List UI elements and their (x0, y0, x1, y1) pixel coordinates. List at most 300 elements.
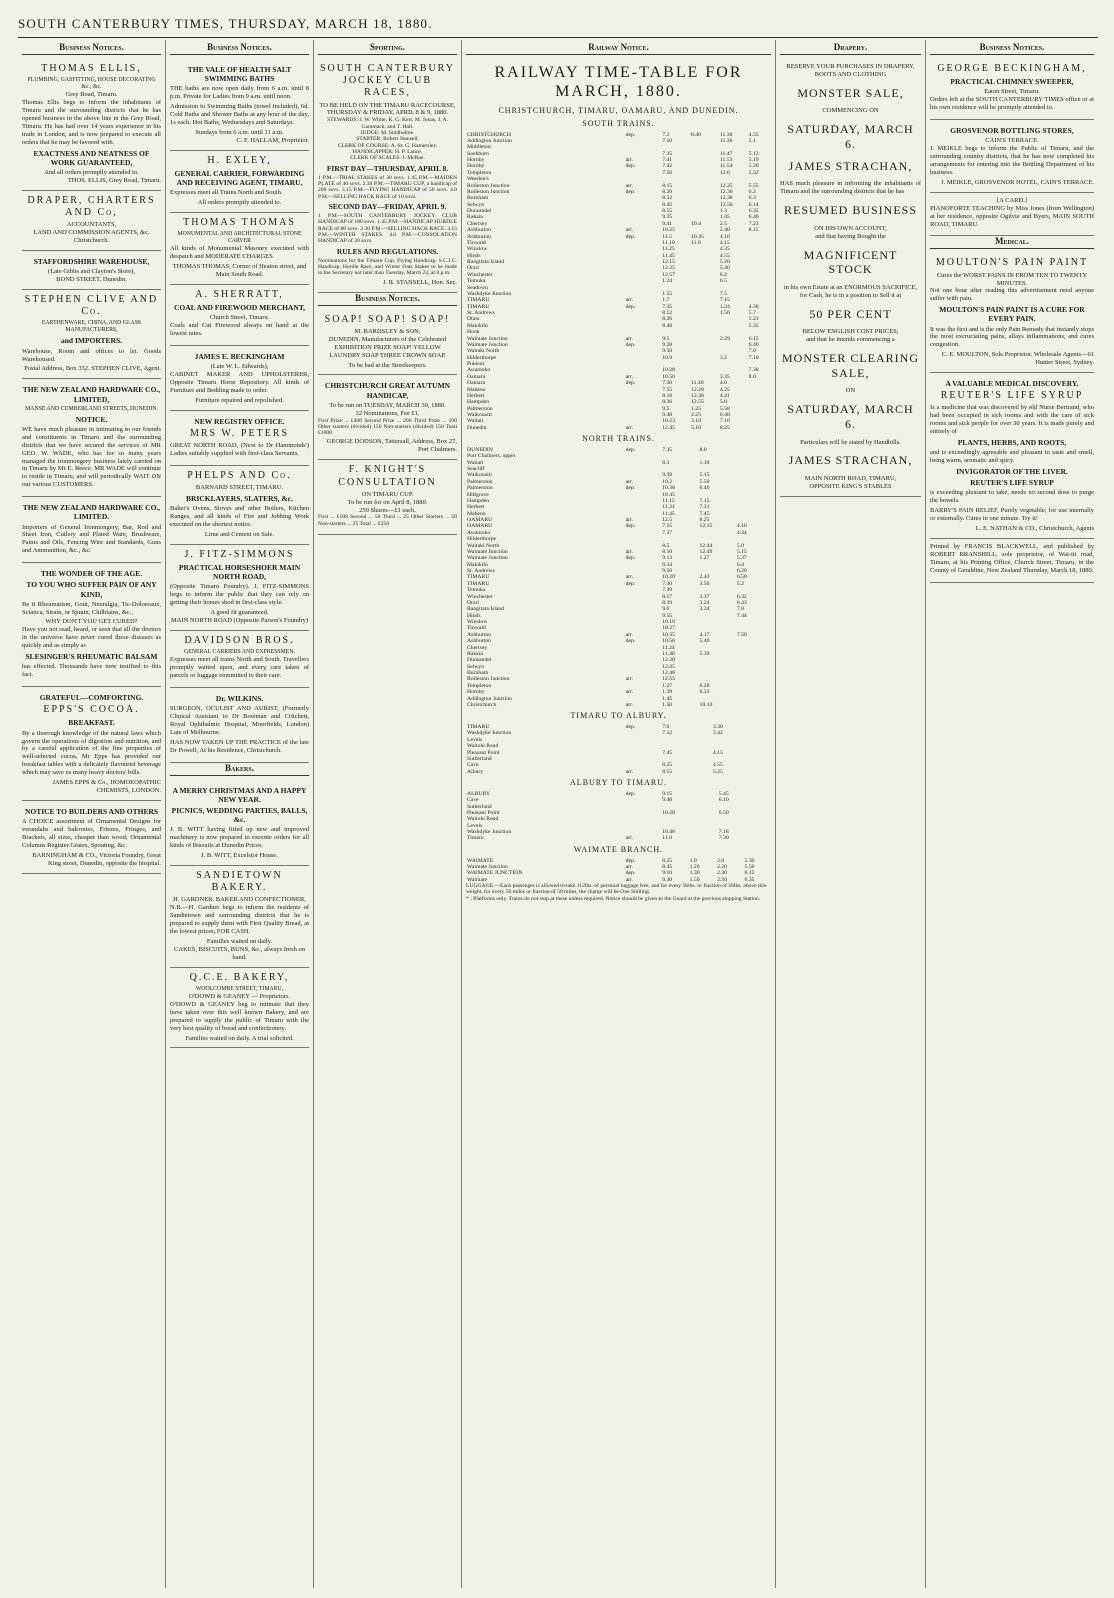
ad-title: PHELPS AND Co. (187, 470, 292, 482)
timetable-cell: 6.50 (736, 574, 747, 581)
timetable-cell: 11.54 (719, 163, 733, 170)
ad-line: LAND AND COMMISSION AGENTS, &c. (33, 229, 150, 237)
timetable-cell: Cave (467, 797, 479, 804)
timetable-cell: 9.50 (662, 568, 673, 574)
ad-judge: JUDGE: M. Studholme. (360, 130, 415, 136)
masthead-title: SOUTH CANTERBURY TIMES, THURSDAY, MARCH 18, 1880. (18, 15, 433, 31)
timetable-cell: 7.30 (662, 380, 673, 387)
timetable-cell: 7.45 (699, 510, 710, 517)
drapery-top: RESERVE YOUR PURCHASES IN DRAPERY, BOOTS AND CLOTHING (786, 62, 915, 78)
ad-title: Dr. WILKINS. (215, 694, 264, 704)
ad-notice: NOTICE. (75, 414, 108, 424)
drapery-road: MAIN NORTH ROAD, TIMARU, (804, 475, 897, 483)
ad-body: PICNICS, WEDDING PARTIES, BALLS, &c. (171, 805, 308, 825)
timetable-cell: 7.42 (662, 163, 673, 170)
ad-line: and IMPORTERS. (61, 336, 122, 346)
ad-body-2: Baker's Ovens, Stoves and other Boilers, Kitchen Ranges, and all kinds of Fire and Jobbing Work executed on the shortest notice. (170, 505, 309, 529)
ad-body: All kinds of Monumental Masonry executed with despatch and MODERATE CHARGES. (170, 245, 309, 261)
timetable-cell: Albury (467, 768, 484, 775)
ad-body-4: INVIGORATOR OF THE LIVER. (956, 467, 1068, 477)
timetable-cell: arr. (625, 701, 634, 708)
ad-body-3: MOULTON'S PAIN PAINT IS A CURE FOR EVERY PAIN. (939, 305, 1085, 324)
albury-table (466, 724, 771, 775)
timetable-cell: dep. (625, 857, 636, 864)
timetable-cell: Otaio (467, 316, 480, 323)
ad-body-2: HAS NOW TAKEN UP THE PRACTICE of the late Dr Powell, At his Residence, Christchurch. (170, 738, 309, 754)
timetable-cell: 1.3 (719, 208, 727, 214)
timetable-cell: Waikouaiti (467, 412, 492, 418)
ad-subtitle: CAIN'S TERRACE. (985, 137, 1039, 145)
timetable-cell: ALBURY (467, 790, 491, 797)
timetable-cell: Hook (467, 329, 480, 336)
timetable-cell: dep. (625, 580, 636, 587)
timetable-cell: 7.35 (662, 303, 673, 310)
column-1 (18, 40, 166, 1588)
timetable-cell: 10.10 (699, 701, 713, 708)
timetable-cell: 7.5 (719, 290, 727, 297)
timetable-cell: Templeton (467, 682, 492, 689)
timetable-cell: Oamaru (467, 380, 486, 387)
ad-beckingham (170, 346, 309, 411)
ad-title: STEPHEN CLIVE AND Co. (24, 293, 159, 318)
timetable-cell: Rolleston Junction (467, 676, 510, 683)
timetable-cell: Weedon's (467, 176, 489, 183)
timetable-cell: 12.45 (662, 424, 675, 431)
timetable-cell: 2.29 (719, 335, 730, 342)
timetable-cell: Seadown (467, 284, 488, 291)
ad-note: EXACTNESS AND NEATNESS OF WORK GUARANTEED, (33, 148, 150, 167)
timetable-cell: 1.50 (689, 876, 700, 883)
timetable-cell: Herbert (467, 392, 485, 399)
timetable-cell: 7.0 (662, 724, 670, 730)
ad-title: NOTICE TO BUILDERS AND OTHERS (24, 807, 159, 816)
timetable-cell: 6.35 (744, 876, 755, 883)
timetable-cell: 7.50 (736, 631, 747, 638)
timetable-cell: 9.34 (662, 561, 673, 568)
timetable-cell: Waitaki North (467, 348, 500, 355)
timetable-cell (763, 835, 771, 841)
timetable-cell: 8.15 (662, 182, 673, 189)
timetable-cell: 10.30 (662, 485, 675, 492)
timetable-cell: TIMARU (467, 297, 490, 304)
ad-subtitle: M. BARDSLEY & SON, (354, 327, 421, 335)
timetable-cell: Hinds (467, 612, 481, 619)
timetable-cell: arr. (625, 517, 634, 523)
timetable-cell: 10.27 (662, 625, 675, 632)
drapery-monster: MONSTER SALE, (797, 85, 904, 100)
timetable-cell: 6.50 (718, 809, 729, 816)
ad-address: Grey Road, Timaru. (65, 91, 118, 99)
ad-body-3: has effected. Thousands have now testified to this fact. (22, 663, 161, 679)
timetable-cell: arr. (625, 548, 634, 555)
ad-subtitle: ACCOUNTANTS, (66, 221, 117, 229)
column-6 (926, 40, 1098, 1588)
timetable-cell: 8.15 (748, 227, 759, 234)
timetable-cell: dep. (625, 303, 636, 310)
ad-jockey (318, 59, 457, 293)
ad-body: H. GARDNER. BAKER AND CONFECTIONER, (173, 896, 306, 904)
north-trains-title: NORTH TRAINS. (582, 434, 655, 444)
timetable-cell: dep. (625, 188, 636, 195)
timetable-cell: 8.0 (699, 446, 707, 453)
timetable-cell: Cave (467, 762, 479, 769)
timetable-cell: 7.31 (699, 504, 710, 511)
ad-title: A VALUABLE MEDICAL DISCOVERY. (945, 379, 1079, 389)
ad-sanditown (170, 866, 309, 968)
timetable-cell: 6.3 (748, 195, 756, 202)
timetable-cell: Pleasant Point (467, 749, 500, 756)
timetable-cell: 7.45 (662, 749, 673, 756)
timetable-cell: Maheno (467, 386, 486, 393)
timetable-cell: Sutherland (467, 755, 492, 762)
timetable-cell: 4.34 (736, 529, 747, 536)
timetable-cell: 1.45 (719, 214, 730, 221)
timetable-cell: 4.55 (712, 762, 723, 769)
ad-body: 32 Nominations, Fee £1. (355, 409, 420, 417)
ad-stewards: STEWARDS: J. W. White, K. G. Kerr, M. Jonas, J. A. Gammack, and T. Hall. (327, 117, 448, 130)
ad-signature: J. MEIKLE, GROSVENOR HOTEL, CAIN'S TERRACE. (941, 178, 1094, 186)
timetable-cell: 12.55 (662, 676, 675, 683)
ad-cocoa (22, 687, 161, 801)
ad-soap (318, 310, 457, 376)
ad-subtitle: WOOLCOMBE STREET, TIMARU, (195, 985, 284, 992)
ad-wilkins (170, 688, 309, 763)
timetable-cell: Selwyn (467, 663, 485, 670)
ad-body-3: Families waited on daily. A trial solicited. (185, 1034, 294, 1042)
timetable-cell: 6.40 (748, 341, 759, 348)
timetable-cell: 8.0 (748, 373, 756, 380)
timetable-cell: dep. (625, 638, 636, 645)
timetable-cell: 4.41 (719, 392, 730, 399)
timetable-cell: 5.25 (712, 768, 723, 775)
timetable-cell: TIMARU (467, 303, 490, 310)
ad-title: CHRISTCHURCH GREAT AUTUMN HANDICAP, (324, 381, 451, 400)
timetable-cell: Awamoko (467, 529, 491, 536)
timetable-cell: dep. (625, 523, 636, 530)
drapery-name: JAMES STRACHAN, (788, 158, 913, 173)
drapery-commencing: COMMENCING ON (822, 107, 879, 115)
timetable-cell: 1.55 (662, 290, 673, 297)
timetable-cell: dep. (625, 724, 636, 730)
ad-body-2: 250 Shares—£1 each. (359, 506, 416, 514)
timetable-cell: Tinwald (467, 625, 486, 632)
timetable-cell: 5.35 (748, 322, 759, 329)
timetable-cell: 7.10 (748, 354, 759, 361)
timetable-cell: 12.49 (699, 548, 713, 555)
timetable-cell: 1.45 (662, 695, 673, 702)
timetable-cell: Waimate Junction (467, 335, 508, 342)
timetable-cell: Burnham (467, 670, 489, 676)
south-trains-table (466, 132, 771, 432)
ad-scales: CLERK OF SCALES: J. McRae. (350, 155, 425, 162)
ad-body: By a thorough knowledge of the natural laws which govern the operations of digestion and nutrition, and by a careful application of the fine properties of well-selected cocoa, Mr Epps has provided our breakfast tables with a delicately flavoured beverage which may save us many heavy doctors' bills. (22, 729, 161, 777)
timetable-cell: Timaru (467, 835, 484, 842)
drapery-stock: MAGNIFICENT STOCK (803, 247, 898, 277)
timetable-cell: 9.48 (662, 412, 673, 418)
ad-title: SANDIETOWN BAKERY. (196, 869, 283, 894)
ad-signature: THOS. ELLIS, Grey Road, Timaru. (67, 176, 161, 184)
timetable-cell: 7.23 (748, 220, 759, 227)
ad-body: BRICKLAYERS, SLATERS, &c. (186, 494, 293, 504)
ad-title: A MERRY CHRISTMAS AND A HAPPY NEW YEAR. (172, 785, 307, 804)
timetable-cell: 10.10 (662, 619, 675, 625)
timetable-cell: 4.17 (699, 631, 710, 638)
timetable-cell: 3.2 (719, 354, 727, 361)
timetable-cell (763, 769, 772, 775)
timetable-cell: 3.24 (699, 599, 710, 606)
drapery-bills: Particulars will be stated by Handbills. (800, 438, 901, 446)
ad-question: WHY DON'T YOU GET CURED? (45, 618, 138, 626)
timetable-cell: Waikouaiti (467, 472, 492, 479)
timetable-cell: 5.45 (718, 790, 729, 797)
timetable-cell: 2.50 (717, 876, 728, 883)
timetable-cell: 10.2 (662, 478, 673, 485)
section-head: Business Notices. (318, 293, 457, 306)
timetable-cell: Hillgrove (467, 491, 489, 498)
timetable-cell: 5.55 (748, 182, 759, 189)
ad-rules: RULES AND REGULATIONS. (336, 246, 439, 256)
timetable-cell: Chertsey (467, 220, 488, 227)
timetable-cell: dep. (625, 555, 636, 562)
timetable-cell: Pleasant Point (467, 809, 500, 816)
timetable-cell: 7.30 (718, 835, 729, 842)
ad-signature: C. E. MOULTON, Sole Proprietor. Wholesale Agents—61 Hunter Street, Sydney. (941, 351, 1094, 367)
timetable-cell: 9.0 (662, 606, 670, 613)
timetable-cell: 4.15 (712, 749, 723, 756)
ad-body-3: Sundays from 6 a.m. until 11 a.m. (195, 128, 284, 136)
ad-signature: J. R. STANSELL, Hon. Sec. (382, 278, 457, 286)
timetable-cell: 5.0 (736, 542, 744, 549)
ad-title: JAMES E. BECKINGHAM (194, 352, 285, 362)
timetable-row (466, 769, 771, 775)
timetable-cell: 8.55 (662, 208, 673, 214)
ad-product: SLESINGER'S RHEUMATIC BALSAM (25, 652, 158, 662)
timetable-cell: Palmerston (467, 478, 493, 485)
ad-body-5: REUTER'S LIFE SYRUP (970, 478, 1054, 488)
albury-title: TIMARU TO ALBURY. (570, 711, 667, 721)
printer-note (930, 539, 1094, 583)
timetable-cell: 9.28 (662, 341, 673, 348)
timetable-cell: Addington Junction (467, 695, 513, 702)
timetable-cell: 12.15 (662, 259, 675, 265)
south-trains-title: SOUTH TRAINS. (582, 118, 655, 128)
ad-drapery (780, 59, 921, 497)
timetable-cell: 9.15 (662, 790, 673, 797)
ad-body: J. MEIKLE begs to inform the Public of Timaru, and the surrounding country districts, that he has now completed his arrangements for entering into the Bottling Department of his business. (930, 145, 1094, 176)
timetable-cell: 9.55 (662, 612, 673, 619)
timetable-cell: 12.48 (662, 670, 675, 676)
timetable-cell: 6.40 (699, 485, 710, 492)
ad-body-3: and is exceedingly agreeable and pleasant to taste and smell, being warm, aromatic and spicy. (930, 449, 1094, 465)
drapery-body-2: and that having Bought the (815, 232, 886, 240)
timetable-cell: 8.25 (699, 517, 710, 523)
timetable-cell: Templeton (467, 169, 492, 176)
ad-body-2: Furniture repaired and repolished. (195, 396, 284, 404)
ad-body: CABINET MAKER AND UPHOLSTERER, Opposite Timaru Horse Repository. All kinds of Furniture and Bedding made to order. (170, 371, 309, 395)
timetable-cell: 11.0 (662, 835, 672, 842)
ad-qce (170, 968, 309, 1049)
timetable-cell: 9.30 (662, 876, 673, 883)
timetable-cell: 4.35 (719, 246, 730, 253)
timetable-cell: 5.20 (719, 259, 730, 265)
timetable-cell: arr. (625, 835, 634, 842)
timetable-cell: 1.27 (699, 555, 710, 562)
ad-starter: STARTER: Robert Stansell. (356, 136, 419, 143)
timetable-cell: Port Chalmers, upper (467, 453, 516, 460)
timetable-cell: 10.28 (662, 367, 675, 374)
timetable-cell: Waimate (467, 876, 488, 883)
ad-subtitle: TO YOU WHO SUFFER PAIN OF ANY KIND, (26, 580, 157, 599)
timetable-cell: 11.45 (662, 510, 675, 517)
ad-body-2: PLANTS, HERBS, AND ROOTS, (957, 438, 1067, 448)
ad-body-2: N.B.—H. Gardner begs to inform the residents of Sandietown and surrounding districts that he is prepared to supply them with First Quality Bread, at the lowest prices, FOR CASH. (170, 904, 309, 936)
timetable-cell: 6.32 (736, 593, 747, 600)
timetable-cell: 12.30 (691, 392, 704, 399)
timetable-cell: 4.0 (719, 380, 727, 387)
timetable-cell: 5.10 (691, 424, 701, 431)
timetable-cell: 12.55 (691, 399, 704, 406)
ad-head: GRATEFUL—COMFORTING. (39, 693, 144, 703)
timetable-cell: WAIMATE (467, 857, 494, 864)
timetable-cell: 6.4 (736, 561, 744, 568)
ad-peters (170, 411, 309, 466)
ad-title: MOULTON'S PAIN PAINT (935, 257, 1089, 269)
timetable-cell: Burnham (467, 195, 489, 202)
timetable-cell: Oamaru (467, 373, 486, 380)
timetable-cell: dep. (625, 485, 636, 492)
timetable-cell: 1.0 (689, 857, 697, 864)
timetable-cell: 11.25 (662, 246, 675, 253)
timetable-cell: 11.53 (719, 157, 733, 163)
timetable-cell: Tinwald (467, 239, 486, 246)
ad-subtitle: To be run on TUESDAY, MARCH 30, 1880. (329, 401, 446, 409)
timetable-cell: Hampden (467, 399, 490, 406)
ad-body: SURGEON, OCULIST AND AURIST, (Formerly Clinical Assistant to Dr Bowman and Critchett, Royal Ophthalmic Hospital, Moorfields, London) Late of Melbourne. (170, 705, 309, 736)
ad-body-3: Lime and Cement on Sale. (204, 531, 275, 539)
timetable-cell: Washdyke Junction (467, 730, 512, 737)
timetable-cell: Temuka (467, 587, 486, 594)
timetable-cell: arr. (625, 876, 634, 883)
ad-body-2: Have you not read, heard, or seen that all the doctors in the universe have never cured these diseases as quickly and as simply as (22, 626, 161, 650)
timetable-cell: 3.42 (712, 730, 723, 737)
timetable-cell: 11.40 (691, 380, 704, 387)
timetable-cell (766, 702, 771, 708)
ad-phelps (170, 466, 309, 545)
ad-body-4: It was the first and is the only Pain Remedy that instantly stops the most excruciating pains, allays inflammations, and cures congestion. (930, 325, 1094, 349)
timetable-cell: 6.46 (748, 214, 759, 221)
timetable-cell: Waitohi Road (467, 816, 499, 823)
timetable-cell: 4.55 (719, 252, 730, 259)
timetable-cell: Rangitata Island (467, 606, 505, 613)
ad-draper (22, 191, 161, 251)
timetable-cell: TIMARU (467, 580, 490, 587)
ad-builders (22, 801, 161, 874)
timetable-cell: arr. (625, 297, 634, 304)
timetable-cell: 12.20 (691, 386, 704, 393)
timetable-cell: 6.2 (748, 188, 756, 195)
timetable-cell: 12.35 (662, 663, 675, 670)
timetable-cell: 10.23 (662, 418, 675, 425)
timetable-cell: 4.10 (736, 523, 747, 530)
timetable-cell: 2.43 (699, 574, 710, 581)
timetable-cell: 10.45 (662, 491, 675, 498)
timetable-cell: 3.37 (699, 593, 710, 600)
ad-reuter (930, 373, 1094, 539)
timetable-cell: Chertsey (467, 644, 488, 651)
timetable-cell: 4.30 (748, 303, 759, 310)
drapery-below: BELOW ENGLISH COST PRICES, (802, 328, 899, 336)
timetable-cell: dep. (625, 446, 636, 453)
ad-subtitle: (Late W. L. Edwards), (210, 363, 269, 371)
luggage-note: LUGGAGE.—Each passenger is allowed to take 112lbs. of personal luggage free, and for every 56lbs. or fraction of 56lbs. above this weight, for every 50 miles or fraction of 50 miles, the charge will be One Shilling. (466, 883, 767, 896)
ad-body: Warehouse, Room and offices to let. Goods Warehoused. (22, 347, 161, 363)
ad-grosvenor (930, 120, 1094, 193)
drapery-resumed: RESUMED BUSINESS (783, 203, 918, 218)
timetable-cell: 12.6 (719, 169, 730, 176)
timetable-cell: 1.27 (662, 682, 673, 689)
section-head: Railway Notice. (466, 42, 771, 55)
ad-title: SOAP! SOAP! SOAP! (324, 313, 451, 325)
timetable-cell: 4.15 (719, 239, 730, 246)
ad-signature: J. B. WITT, Excelsior House. (201, 852, 278, 860)
timetable-cell: 11.24 (662, 644, 675, 651)
timetable-cell: 7.10 (719, 418, 730, 425)
north-trains-table (466, 447, 771, 708)
timetable-cell: Hampden (467, 497, 490, 504)
timetable-cell: 1.24 (719, 303, 730, 310)
timetable-cell: 5.13 (748, 150, 759, 157)
ad-title: THE VALE OF HEALTH SALT SWIMMING BATHS (187, 64, 292, 84)
timetable-cell: Hornby (467, 689, 485, 696)
ad-title: STAFFORDSHIRE WAREHOUSE, (33, 257, 150, 266)
timetable-cell: 7.35 (662, 150, 673, 157)
ad-body: O'DOWD & GEANEY — Proprietors. (188, 992, 291, 1000)
timetable-cell: 6.15 (744, 870, 755, 877)
ad-body: Expresses meet all Trains North and South. (170, 189, 283, 197)
timetable-cell: Ashburton (467, 631, 492, 638)
timetable-cell: dep. (625, 790, 636, 797)
timetable-cell: 6.40 (719, 412, 730, 418)
rail-title: RAILWAY TIME-TABLE FOR MARCH, 1880. (494, 63, 743, 101)
timetable-cell: Herbert (467, 504, 485, 511)
timetable-cell: 9.40 (662, 797, 673, 804)
timetable-cell: Levels (467, 736, 483, 743)
ad-title: THE WONDER OF THE AGE. (40, 569, 143, 579)
ad-body-2: Orders left at the SOUTH CANTERBURY TIMES office or at his own residence will be promptly attended to. (930, 96, 1094, 112)
ad-sherratt (170, 285, 309, 346)
timetable-cell: 8.40 (691, 131, 701, 138)
ad-body-7: BARRY'S PAIN RELIEF, Purely vegetable; for use internally or externally. Cures in one minute. Try it! (930, 507, 1094, 523)
timetable-cell: 5.1 (748, 137, 756, 144)
ad-body-6: is exceeding pleasant to take, needs no second dose to purge the bowels. (930, 489, 1094, 505)
timetable-cell: 10.20 (662, 809, 675, 816)
ad-subtitle: BREAKFAST. (68, 718, 115, 728)
timetable-cell: OAMARU (467, 523, 493, 530)
timetable-cell: 2.40 (719, 227, 730, 234)
timetable-cell: 5.50 (744, 863, 755, 870)
ad-subtitle: GENERAL CARRIERS AND EXPRESSMEN. (184, 649, 295, 656)
ad-body: THE baths are now open daily from 6 a.m. until 8 p.m. Private for Ladies from 9 a.m. until noon. (170, 85, 309, 101)
timetable-cell: 10.50 (662, 373, 675, 380)
timetable-cell: Palmerston (467, 405, 493, 412)
timetable-cell: Palmerston (467, 485, 493, 492)
ad-body-2: First Prize ... £400 Second Prize ... 200 Third Prize ... 100 Other starters (divided) 150 Non-starters (divided) 150 Total £1000 (318, 417, 457, 437)
ad-subtitle: PRACTICAL CHIMNEY SWEEPER, (950, 77, 1074, 87)
timetable-cell: 9.5 (662, 335, 670, 342)
timetable-cell: 7.15 (699, 497, 710, 504)
timetable-cell: 8.55 (662, 768, 673, 775)
ad-wonder (22, 563, 161, 687)
